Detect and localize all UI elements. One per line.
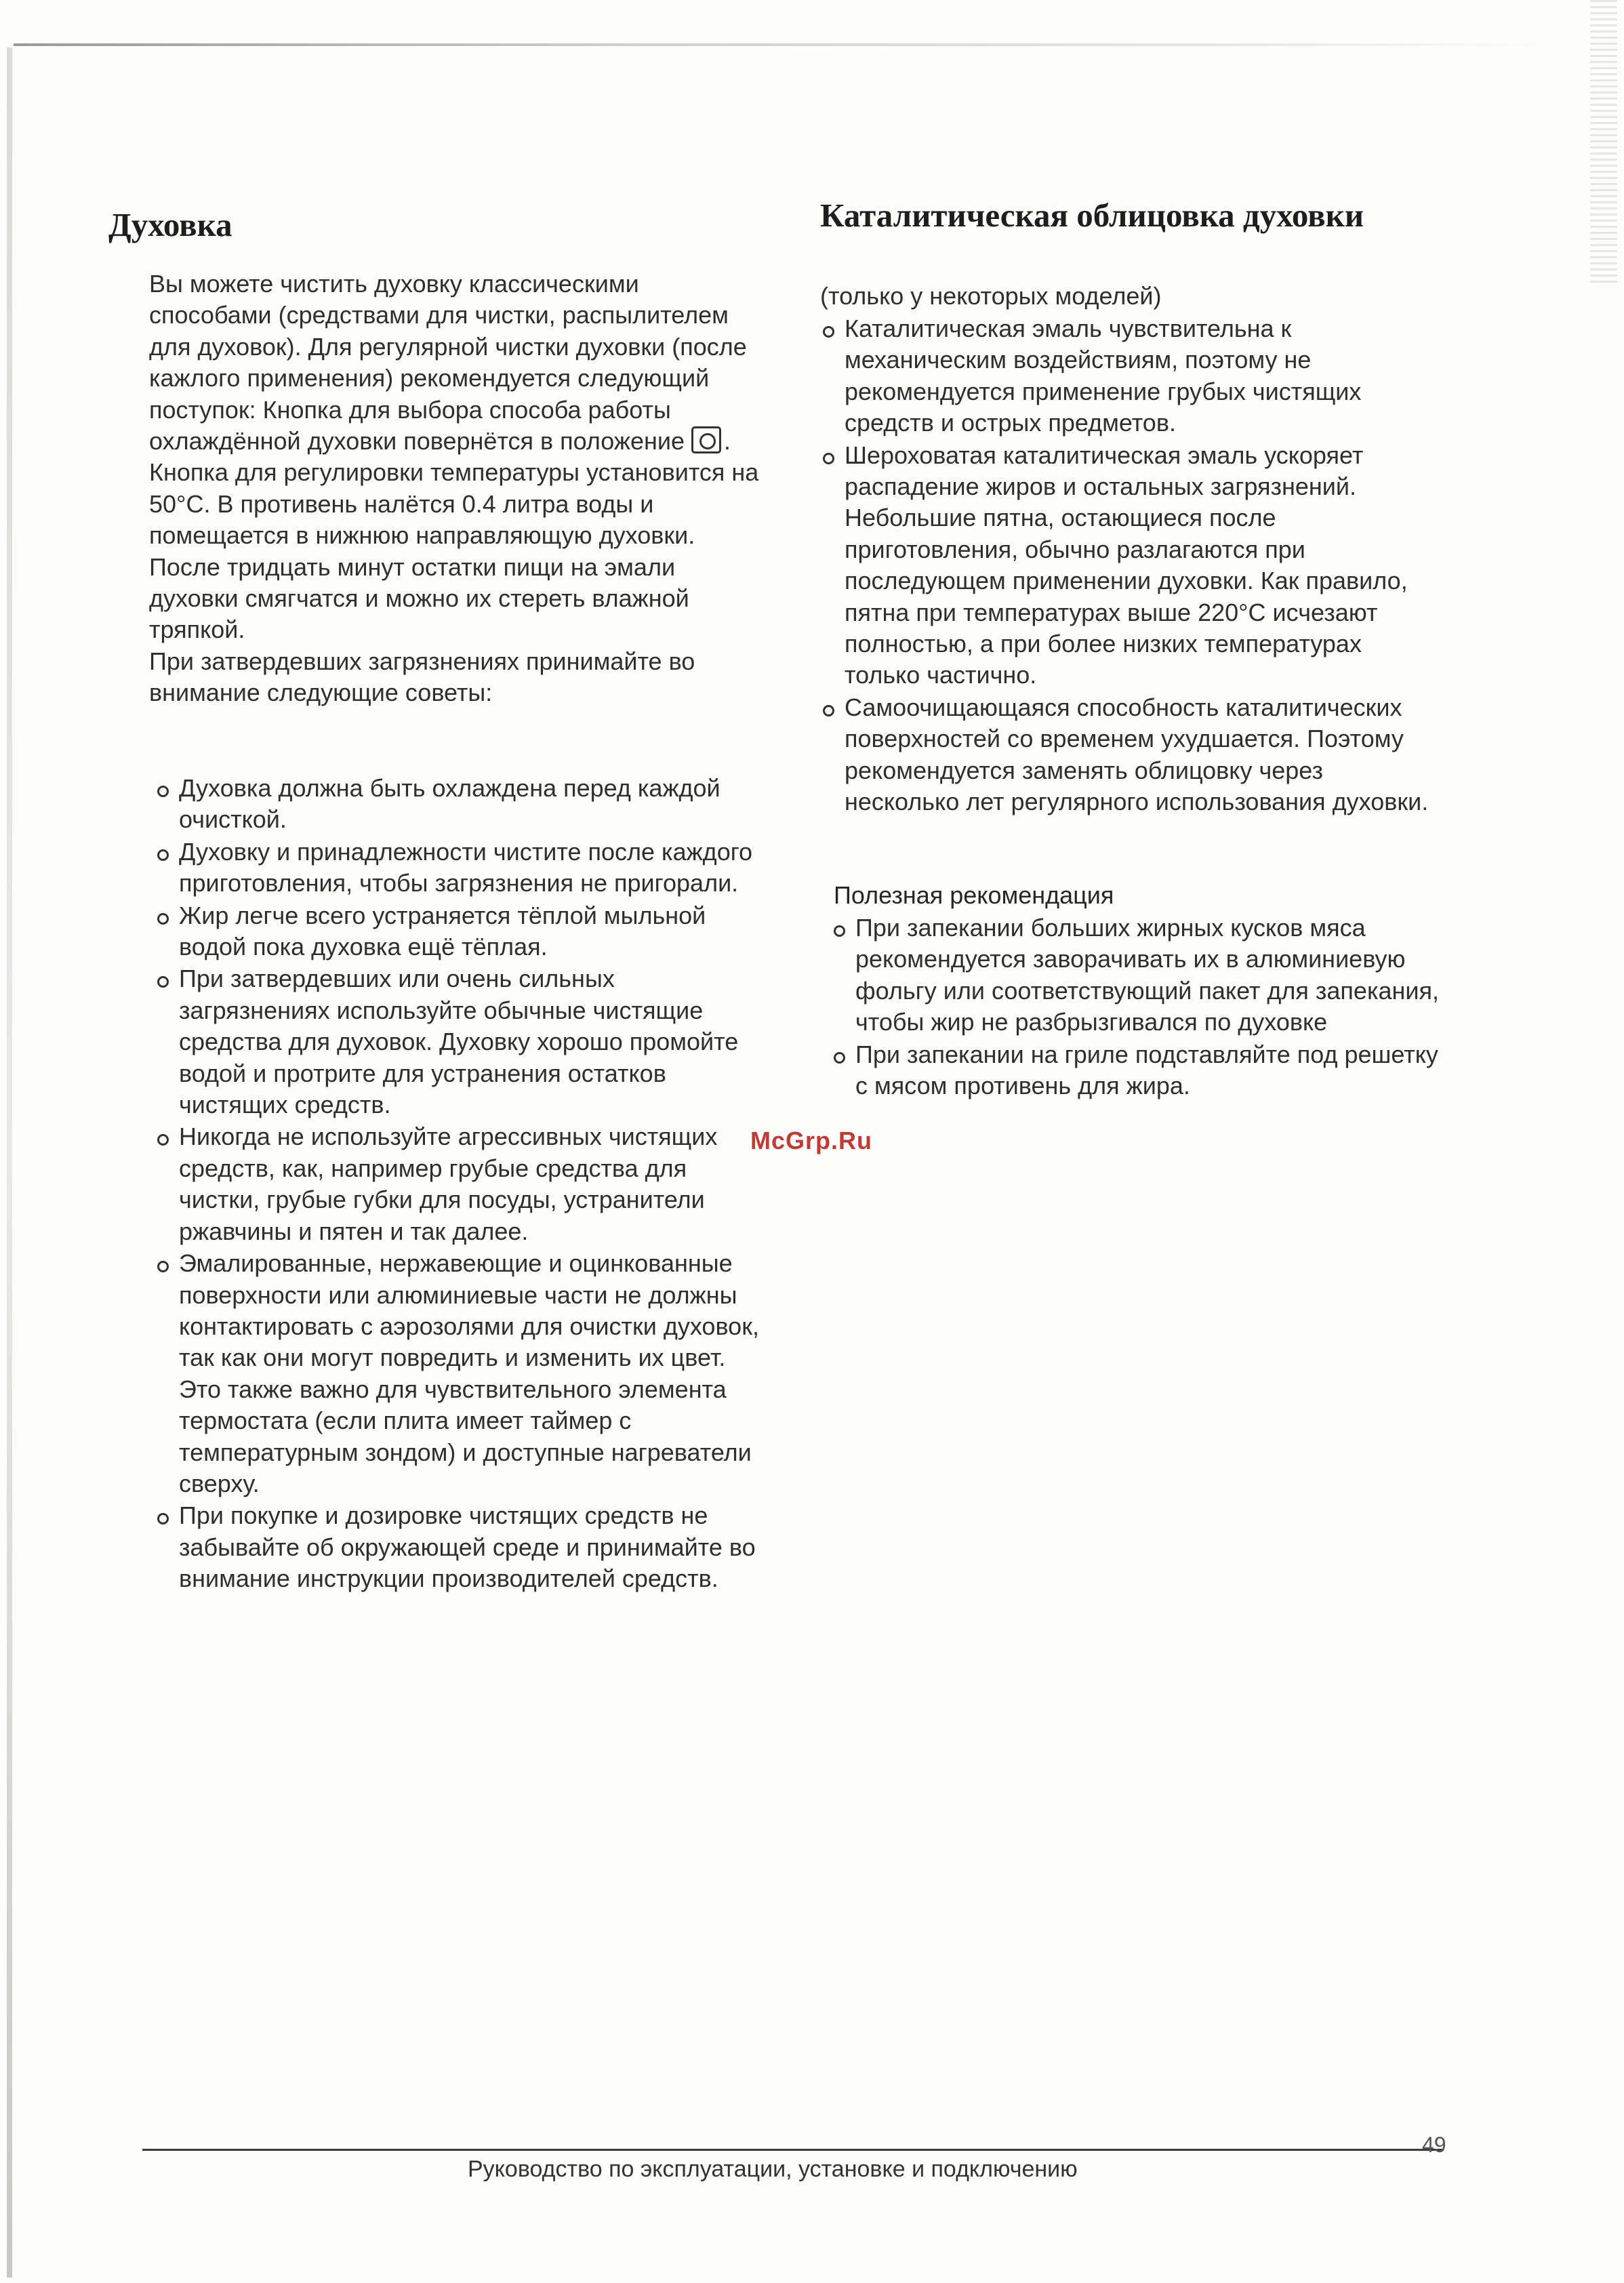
scan-edge-left [7, 47, 12, 2278]
catalytic-subtitle: (только у некоторых моделей) [820, 282, 1162, 310]
list-item: При запекании больших жирных кусков мяса рекомендуется заворачивать их в алюминиевую фольгу или соответствующий пакет для запекания, чтобы жир не разбрызгивался по духовке [831, 912, 1441, 1038]
oven-cleaning-tips [155, 773, 765, 1596]
oven-section-title: Духовка [108, 206, 232, 243]
scan-edge-right [1590, 0, 1617, 285]
catalytic-section-title: Каталитическая облицовка духовки [820, 197, 1364, 234]
intro-paragraph [149, 268, 759, 646]
catalytic-notes [820, 313, 1444, 819]
scan-edge-top [14, 43, 1559, 46]
list-item: Жир легче всего устраняется тёплой мыльной водой пока духовка ещё тёплая. [155, 900, 765, 963]
list-item: При затвердевших или очень сильных загрязнениях используйте обычные чистящие средства для духовок. Духовку хорошо промойте водой и протрите для устранения остатков чистящих средств. [155, 963, 765, 1120]
footer-divider [142, 2149, 1444, 2151]
site-watermark: McGrp.Ru [750, 1127, 873, 1154]
page-number: 49 [1422, 2133, 1446, 2157]
footer-title: Руководство по эксплуатации, установке и подключению [468, 2156, 1078, 2182]
useful-tip-list [831, 912, 1441, 1102]
list-item: При запекании на гриле подставляйте под решетку с мясом противень для жира. [831, 1039, 1441, 1102]
list-item: Духовка должна быть охлаждена перед каждой очисткой. [155, 773, 765, 836]
list-item: Духовку и принадлежности чистите после каждого приготовления, чтобы загрязнения не пригорали. [155, 836, 765, 900]
list-item: Самоочищающаяся способность каталитических поверхностей со временем ухудшается. Поэтому рекомендуется заменять облицовку через несколько лет регулярного использования духовки. [820, 692, 1444, 818]
list-item: При покупке и дозировке чистящих средств не забывайте об окружающей среде и принимайте во внимание инструкции производителей средств. [155, 1500, 765, 1594]
useful-tip-heading: Полезная рекомендация [834, 881, 1114, 909]
oven-mode-symbol-icon [691, 426, 721, 453]
intro-text-2: . Кнопка для регулировки температуры установится на 50°C. В противень налётся 0.4 литра воды и помещается в нижнюю направляющую духовки. После тридцать минут остатки пищи на эмали духовки смягчатся и можно их стереть влажной тряпкой. [149, 427, 759, 644]
list-item: Каталитическая эмаль чувствительна к механическим воздействиям, поэтому не рекомендуется применение грубых чистящих средств и острых предметов. [820, 313, 1444, 439]
oven-intro [149, 268, 759, 709]
list-item: Шероховатая каталитическая эмаль ускоряет распадение жиров и остальных загрязнений. Небольшие пятна, остающиеся после приготовления, обычно разлагаются при последующем применении духовки. Как правило, пятна при температурах выше 220°C исчезают полностью, а при более низких температурах только частично. [820, 440, 1444, 691]
intro-paragraph-hard-dirt: При затвердевших загрязнениях принимайте во внимание следующие советы: [149, 647, 695, 707]
list-item: Эмалированные, нержавеющие и оцинкованные поверхности или алюминиевые части не должны контактировать с аэрозолями для очистки духовок, так как они могут повредить и изменить их цвет. Это также важно для чувствительного элемента термостата (если плита имеет таймер с температурным зондом) и доступные нагреватели сверху. [155, 1248, 765, 1499]
intro-text-1: Вы можете чистить духовку классическими способами (средствами для чистки, распылителем для духовок). Для регулярной чистки духовки (после кажлого применения) рекомендуется следующий поступок: Кнопка для выбора способа работы охлаждённой духовки повернётся в положение [149, 270, 747, 456]
list-item: Никогда не используйте агрессивных чистящих средств, как, например грубые средства для чистки, грубые губки для посуды, устранители ржавчины и пятен и так далее. [155, 1121, 765, 1247]
